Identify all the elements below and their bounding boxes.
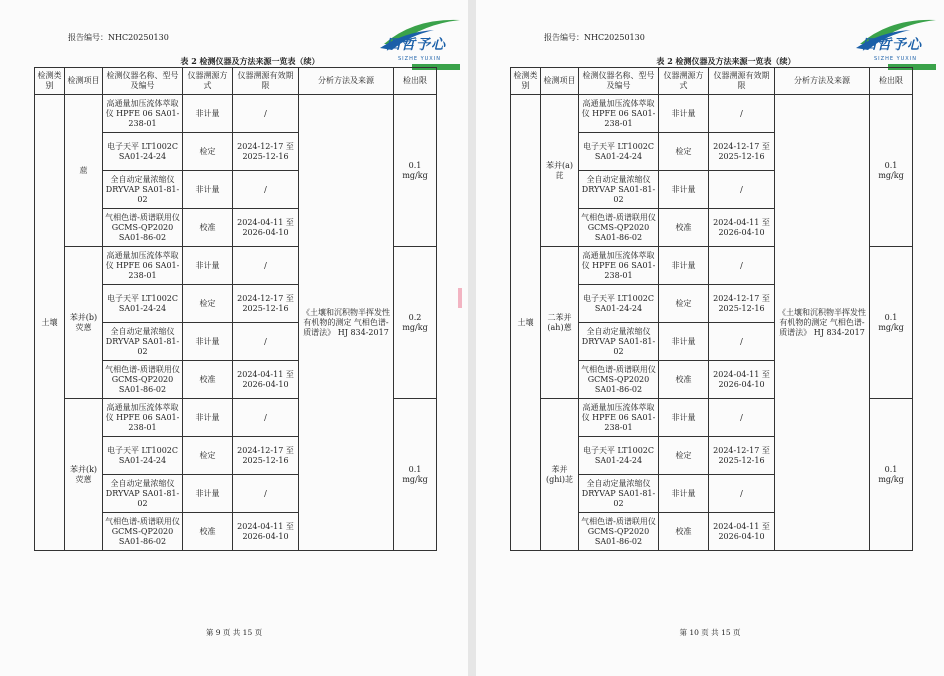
- instrument-cell: 气相色谱-质谱联用仪 GCMS-QP2020 SA01-86-02: [579, 361, 659, 399]
- instrument-cell: 全自动定量浓缩仪 DRYVAP SA01-81-02: [579, 323, 659, 361]
- trace-method-cell: 非计量: [183, 95, 233, 133]
- validity-cell: 2024-12-17 至 2025-12-16: [709, 133, 775, 171]
- table-row: [511, 95, 913, 133]
- validity-cell: /: [233, 247, 299, 285]
- table-header-row: [35, 68, 437, 95]
- instrument-cell: 电子天平 LT1002C SA01-24-24: [103, 133, 183, 171]
- instrument-cell: 高通量加压流体萃取仪 HPFE 06 SA01-238-01: [103, 95, 183, 133]
- validity-cell: /: [233, 475, 299, 513]
- item-cell: 苯并(a)芘: [541, 95, 579, 247]
- validity-cell: /: [233, 399, 299, 437]
- limit-cell: 0.1 mg/kg: [870, 95, 913, 247]
- trace-method-cell: 检定: [659, 285, 709, 323]
- table-body: [511, 68, 913, 551]
- instrument-cell: 气相色谱-质谱联用仪 GCMS-QP2020 SA01-86-02: [103, 513, 183, 551]
- trace-method-cell: 检定: [183, 285, 233, 323]
- logo-text: 四哲予心: [862, 37, 922, 53]
- method-cell: 《土壤和沉积物半挥发性有机物的测定 气相色谱-质谱法》 HJ 834-2017: [775, 95, 870, 551]
- instrument-cell: 全自动定量浓缩仪 DRYVAP SA01-81-02: [579, 475, 659, 513]
- report-number: 报告编号：NHC20250130: [544, 33, 645, 42]
- trace-method-cell: 非计量: [659, 247, 709, 285]
- header-instrument: 检测仪器名称、型号及编号: [103, 68, 183, 95]
- limit-cell: 0.2 mg/kg: [394, 247, 437, 399]
- validity-cell: 2024-12-17 至 2025-12-16: [233, 133, 299, 171]
- instrument-cell: 高通量加压流体萃取仪 HPFE 06 SA01-238-01: [579, 247, 659, 285]
- trace-method-cell: 非计量: [183, 399, 233, 437]
- table-title: 表 2 检测仪器及方法来源一览表（续）: [180, 56, 320, 66]
- validity-cell: /: [709, 95, 775, 133]
- validity-cell: 2024-04-11 至 2026-04-10: [233, 513, 299, 551]
- logo-text: 四哲予心: [386, 37, 446, 53]
- validity-cell: 2024-04-11 至 2026-04-10: [709, 209, 775, 247]
- validity-cell: /: [709, 171, 775, 209]
- page-footer: 第 9 页 共 15 页: [205, 628, 263, 637]
- category-cell: 土壤: [511, 95, 541, 551]
- table-title: 表 2 检测仪器及方法来源一览表（续）: [656, 56, 796, 66]
- limit-cell: 0.1 mg/kg: [394, 399, 437, 551]
- item-cell: 苯并(b)荧蒽: [65, 247, 103, 399]
- header-method: 分析方法及来源: [299, 68, 394, 95]
- instrument-cell: 全自动定量浓缩仪 DRYVAP SA01-81-02: [103, 171, 183, 209]
- instrument-cell: 高通量加压流体萃取仪 HPFE 06 SA01-238-01: [103, 247, 183, 285]
- trace-method-cell: 非计量: [183, 171, 233, 209]
- instrument-cell: 全自动定量浓缩仪 DRYVAP SA01-81-02: [103, 323, 183, 361]
- trace-method-cell: 校准: [183, 513, 233, 551]
- validity-cell: 2024-04-11 至 2026-04-10: [709, 361, 775, 399]
- table-header-row: [511, 68, 913, 95]
- validity-cell: 2024-04-11 至 2026-04-10: [709, 513, 775, 551]
- header-trace-method: 仪器溯源方式: [183, 68, 233, 95]
- seal-stamp: [458, 288, 462, 308]
- instrument-cell: 全自动定量浓缩仪 DRYVAP SA01-81-02: [579, 171, 659, 209]
- header-trace-method: 仪器溯源方式: [659, 68, 709, 95]
- validity-cell: /: [233, 171, 299, 209]
- report-page-10: [476, 0, 944, 676]
- header-validity: 仪器溯源有效期限: [709, 68, 775, 95]
- logo-subtitle: SIZHE YUXIN: [398, 56, 441, 62]
- trace-method-cell: 非计量: [659, 399, 709, 437]
- instrument-table: [510, 67, 913, 551]
- validity-cell: /: [233, 323, 299, 361]
- header-method: 分析方法及来源: [775, 68, 870, 95]
- validity-cell: /: [709, 247, 775, 285]
- validity-cell: /: [233, 95, 299, 133]
- instrument-table: [34, 67, 437, 551]
- trace-method-cell: 校准: [659, 209, 709, 247]
- report-number: 报告编号：NHC20250130: [68, 33, 169, 42]
- header-validity: 仪器溯源有效期限: [233, 68, 299, 95]
- header-item: 检测项目: [65, 68, 103, 95]
- header-limit: 检出限: [870, 68, 913, 95]
- validity-cell: /: [709, 323, 775, 361]
- limit-cell: 0.1 mg/kg: [870, 247, 913, 399]
- logo-subtitle: SIZHE YUXIN: [874, 56, 917, 62]
- trace-method-cell: 非计量: [183, 247, 233, 285]
- instrument-cell: 气相色谱-质谱联用仪 GCMS-QP2020 SA01-86-02: [103, 209, 183, 247]
- limit-cell: 0.1 mg/kg: [870, 399, 913, 551]
- trace-method-cell: 非计量: [659, 475, 709, 513]
- validity-cell: 2024-04-11 至 2026-04-10: [233, 361, 299, 399]
- report-page-9: [0, 0, 468, 676]
- trace-method-cell: 非计量: [183, 475, 233, 513]
- header-limit: 检出限: [394, 68, 437, 95]
- trace-method-cell: 非计量: [183, 323, 233, 361]
- table-body: [35, 68, 437, 551]
- trace-method-cell: 校准: [183, 209, 233, 247]
- limit-cell: 0.1 mg/kg: [394, 95, 437, 247]
- validity-cell: 2024-12-17 至 2025-12-16: [233, 437, 299, 475]
- instrument-cell: 气相色谱-质谱联用仪 GCMS-QP2020 SA01-86-02: [579, 513, 659, 551]
- instrument-cell: 气相色谱-质谱联用仪 GCMS-QP2020 SA01-86-02: [103, 361, 183, 399]
- trace-method-cell: 检定: [183, 437, 233, 475]
- trace-method-cell: 非计量: [659, 95, 709, 133]
- item-cell: 苯并(k)荧蒽: [65, 399, 103, 551]
- instrument-cell: 电子天平 LT1002C SA01-24-24: [103, 437, 183, 475]
- validity-cell: 2024-12-17 至 2025-12-16: [709, 285, 775, 323]
- trace-method-cell: 非计量: [659, 171, 709, 209]
- trace-method-cell: 非计量: [659, 323, 709, 361]
- instrument-cell: 电子天平 LT1002C SA01-24-24: [579, 133, 659, 171]
- trace-method-cell: 检定: [659, 437, 709, 475]
- table-row: [35, 95, 437, 133]
- trace-method-cell: 校准: [659, 361, 709, 399]
- item-cell: 苯并(ghi)苝: [541, 399, 579, 551]
- page-footer: 第 10 页 共 15 页: [679, 628, 741, 637]
- item-cell: 䓛: [65, 95, 103, 247]
- trace-method-cell: 校准: [659, 513, 709, 551]
- item-cell: 二苯并(ah)蒽: [541, 247, 579, 399]
- trace-method-cell: 校准: [183, 361, 233, 399]
- validity-cell: 2024-12-17 至 2025-12-16: [709, 437, 775, 475]
- instrument-cell: 电子天平 LT1002C SA01-24-24: [579, 285, 659, 323]
- validity-cell: 2024-12-17 至 2025-12-16: [233, 285, 299, 323]
- header-instrument: 检测仪器名称、型号及编号: [579, 68, 659, 95]
- validity-cell: 2024-04-11 至 2026-04-10: [233, 209, 299, 247]
- instrument-cell: 全自动定量浓缩仪 DRYVAP SA01-81-02: [103, 475, 183, 513]
- header-category: 检测类别: [35, 68, 65, 95]
- instrument-cell: 电子天平 LT1002C SA01-24-24: [579, 437, 659, 475]
- instrument-cell: 高通量加压流体萃取仪 HPFE 06 SA01-238-01: [103, 399, 183, 437]
- validity-cell: /: [709, 399, 775, 437]
- header-category: 检测类别: [511, 68, 541, 95]
- method-cell: 《土壤和沉积物半挥发性有机物的测定 气相色谱-质谱法》 HJ 834-2017: [299, 95, 394, 551]
- header-item: 检测项目: [541, 68, 579, 95]
- instrument-cell: 气相色谱-质谱联用仪 GCMS-QP2020 SA01-86-02: [579, 209, 659, 247]
- instrument-cell: 电子天平 LT1002C SA01-24-24: [103, 285, 183, 323]
- validity-cell: /: [709, 475, 775, 513]
- trace-method-cell: 检定: [183, 133, 233, 171]
- trace-method-cell: 检定: [659, 133, 709, 171]
- instrument-cell: 高通量加压流体萃取仪 HPFE 06 SA01-238-01: [579, 95, 659, 133]
- instrument-cell: 高通量加压流体萃取仪 HPFE 06 SA01-238-01: [579, 399, 659, 437]
- category-cell: 土壤: [35, 95, 65, 551]
